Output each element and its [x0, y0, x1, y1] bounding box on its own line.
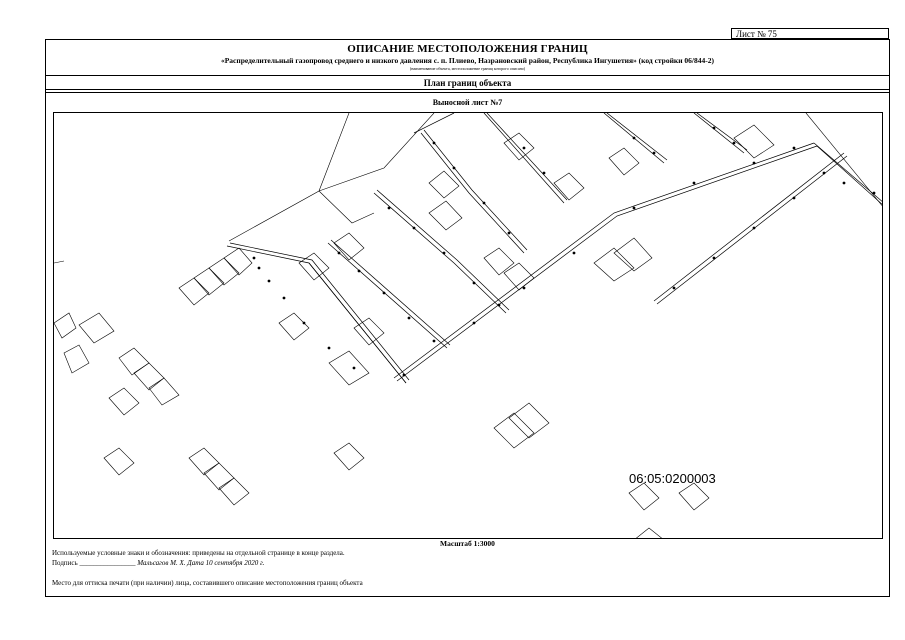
divider — [46, 92, 889, 93]
document-title: ОПИСАНИЕ МЕСТОПОЛОЖЕНИЯ ГРАНИЦ — [347, 43, 588, 55]
map-canvas — [54, 113, 883, 539]
boundary-points — [253, 127, 876, 377]
object-name-hint: (наименование объекта, местоположение границ которого описано) — [409, 66, 526, 71]
parcel-boundary — [319, 113, 434, 191]
parcel-boundary — [806, 113, 883, 208]
plan-title: План границ объекта — [46, 76, 889, 90]
parcel-boundary — [319, 191, 374, 223]
document-header — [46, 40, 889, 76]
legend-note: Используемые условные знаки и обозначения: приведены на отдельной странице в конце раздела. — [52, 549, 345, 557]
stamp-note: Место для оттиска печати (при наличии) лица, составившего описание местоположения границ объекта — [52, 579, 363, 587]
pipeline-routes — [227, 113, 883, 383]
signature-row — [52, 559, 264, 567]
signature-label: Подпись — [52, 559, 78, 567]
parcel-boundary — [229, 113, 349, 241]
document-frame — [45, 39, 890, 597]
sheet-title: Выносной лист №7 — [432, 98, 503, 107]
boundary-map — [53, 112, 883, 539]
signer-name: Мальсагов М. Х. — [137, 559, 186, 567]
map-scale: Масштаб 1:3000 — [440, 539, 495, 548]
cadastral-block-label: 06:05:0200003 — [629, 471, 716, 486]
sheet-number: Лист № 75 — [731, 28, 889, 39]
parcel-boundary — [54, 261, 64, 263]
date-value: 10 сентября 2020 г. — [205, 559, 265, 567]
signature-line: ________________ — [79, 559, 136, 567]
object-name: «Распределительный газопровод среднего и низкого давления с. п. Плиево, Назрановский район, Республика Ингушетия» (код стройки 06/844-2) — [220, 56, 715, 65]
date-label: Дата — [187, 559, 204, 567]
